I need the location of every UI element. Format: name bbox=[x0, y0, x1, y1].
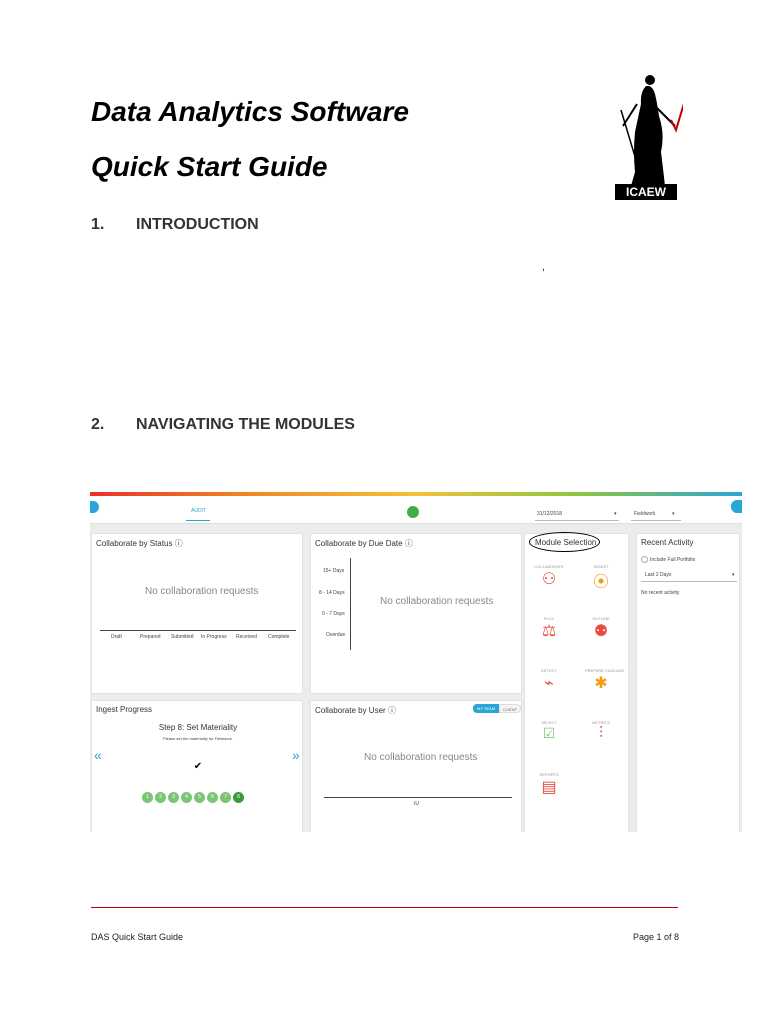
chevron-down-icon: ▾ bbox=[672, 511, 675, 517]
section-1-heading: INTRODUCTION bbox=[136, 216, 259, 233]
y-axis bbox=[350, 558, 351, 650]
x-axis bbox=[100, 630, 296, 631]
step-dot[interactable]: 5 bbox=[194, 792, 205, 803]
empty-message: No collaboration requests bbox=[145, 586, 259, 597]
module-detect[interactable] bbox=[533, 668, 565, 693]
statue-icon bbox=[613, 72, 683, 202]
module-metrics[interactable] bbox=[585, 720, 617, 743]
ingest-progress-panel bbox=[91, 700, 303, 832]
panel-title-text: Collaborate by Due Date bbox=[315, 539, 403, 548]
tick-label: Draft bbox=[111, 634, 122, 640]
panel-title bbox=[315, 705, 396, 716]
empty-message: No collaboration requests bbox=[380, 596, 494, 607]
flux-icon: ⚖ bbox=[541, 623, 557, 640]
module-ingest[interactable] bbox=[585, 564, 617, 592]
module-collaborate[interactable] bbox=[533, 564, 565, 589]
empty-message: No collaboration requests bbox=[364, 752, 478, 763]
panel-title: Ingest Progress bbox=[96, 705, 153, 714]
footer-rule bbox=[91, 907, 678, 908]
tick-label: Complete bbox=[268, 634, 290, 640]
range-select[interactable]: Last 2 Days bbox=[645, 572, 672, 578]
toggle-client[interactable]: CLIENT bbox=[499, 704, 521, 713]
tick-label: 15+ Days bbox=[323, 568, 345, 574]
tick-label: Received bbox=[236, 634, 257, 640]
menu-icon[interactable] bbox=[90, 501, 99, 513]
next-arrow-icon[interactable]: » bbox=[292, 747, 300, 763]
logo-text: ICAEW bbox=[626, 185, 666, 199]
brand-gradient-bar bbox=[90, 492, 742, 496]
collab-due-panel bbox=[310, 533, 522, 694]
module-label: METRICS bbox=[592, 720, 610, 725]
module-reports[interactable] bbox=[533, 772, 565, 797]
section-2-heading: NAVIGATING THE MODULES bbox=[136, 416, 355, 433]
module-label: SELECT bbox=[541, 720, 557, 725]
icaew-logo bbox=[613, 72, 683, 202]
panel-title: Module Selection bbox=[535, 538, 597, 547]
module-label: DETECT bbox=[541, 668, 557, 673]
module-flux[interactable] bbox=[533, 616, 565, 641]
tick-label: Submitted bbox=[171, 634, 194, 640]
footer-left: DAS Quick Start Guide bbox=[91, 932, 184, 942]
page-number: Page 1 of 8 bbox=[633, 932, 680, 942]
step-dot[interactable]: 4 bbox=[181, 792, 192, 803]
chevron-down-icon: ▾ bbox=[732, 572, 735, 578]
section-2-number: 2. bbox=[91, 416, 105, 433]
tick-label: 8 - 14 Days bbox=[319, 590, 345, 596]
doc-title-line2: Quick Start Guide bbox=[91, 151, 328, 182]
module-label: REPORTS bbox=[539, 772, 559, 777]
recent-activity-panel bbox=[636, 533, 740, 832]
module-label: OUTLINE bbox=[592, 616, 610, 621]
chevron-down-icon: ▾ bbox=[614, 511, 617, 517]
collab-user-panel bbox=[310, 700, 522, 832]
collaborate-icon: ⚇ bbox=[541, 571, 557, 588]
tick-label: Prepared bbox=[140, 634, 161, 640]
step-indicators bbox=[142, 785, 246, 803]
prev-arrow-icon[interactable]: « bbox=[94, 747, 102, 763]
dashboard-screenshot bbox=[90, 492, 742, 832]
doc-title-line1: Data Analytics Software bbox=[91, 96, 409, 127]
date-select-underline bbox=[535, 520, 619, 521]
module-label: INGEST bbox=[593, 564, 609, 569]
module-selection-panel bbox=[524, 533, 629, 832]
section-1-number: 1. bbox=[91, 216, 105, 233]
reports-icon: ▤ bbox=[541, 779, 557, 796]
ingest-hint: Please set the materiality for Fieldwork. bbox=[163, 736, 233, 741]
panel-title bbox=[96, 538, 183, 549]
info-icon: ⓘ bbox=[404, 539, 413, 548]
step-dot-current[interactable]: 8 bbox=[233, 792, 244, 803]
detect-icon: ⌁ bbox=[544, 675, 554, 692]
axis-label: IU bbox=[414, 801, 419, 807]
user-icon[interactable] bbox=[731, 500, 742, 513]
check-icon: ✔ bbox=[193, 761, 203, 772]
x-axis bbox=[324, 797, 512, 798]
panel-title-text: Collaborate by Status bbox=[96, 539, 173, 548]
step-dot[interactable]: 7 bbox=[220, 792, 231, 803]
date-select[interactable]: 31/12/2018 bbox=[537, 511, 563, 517]
panel-title-text: Collaborate by User bbox=[315, 706, 386, 715]
module-label: FLUX bbox=[543, 616, 555, 621]
info-icon: ⓘ bbox=[387, 706, 396, 715]
panel-title: Recent Activity bbox=[641, 538, 694, 547]
info-icon: ⓘ bbox=[174, 539, 183, 548]
module-select[interactable] bbox=[533, 720, 565, 743]
step-dot[interactable]: 6 bbox=[207, 792, 218, 803]
tab-audit[interactable]: AUDIT bbox=[191, 508, 206, 514]
step-dot[interactable]: 3 bbox=[168, 792, 179, 803]
fieldwork-select-underline bbox=[631, 520, 681, 521]
include-toggle[interactable] bbox=[641, 556, 648, 563]
select-icon: ☑ bbox=[542, 725, 556, 741]
status-icon[interactable] bbox=[407, 506, 419, 518]
module-outline[interactable] bbox=[585, 616, 617, 641]
tab-audit-underline bbox=[186, 520, 210, 521]
collab-status-panel bbox=[91, 533, 303, 694]
tick-label: 0 - 7 Days bbox=[322, 611, 345, 617]
ingest-step: Step 8: Set Materiality bbox=[158, 723, 238, 732]
module-prepare-cascade[interactable] bbox=[585, 668, 625, 693]
tick-label: In Progress bbox=[201, 634, 227, 640]
include-label: Include Full Portfolio bbox=[650, 557, 696, 563]
step-dot[interactable]: 2 bbox=[155, 792, 166, 803]
dashboard-topbar bbox=[90, 492, 742, 524]
panel-title bbox=[315, 538, 413, 549]
module-label: PREPARE CASCADE bbox=[585, 668, 625, 673]
metrics-icon: ⫶ bbox=[598, 725, 603, 742]
fieldwork-select[interactable]: Fieldwork bbox=[634, 511, 656, 517]
tick-label: Overdue bbox=[326, 632, 346, 638]
outline-icon: ⚉ bbox=[593, 623, 609, 640]
module-label: COLLABORATE bbox=[534, 564, 564, 569]
step-dot[interactable]: 1 bbox=[142, 792, 153, 803]
ingest-icon: ⦿ bbox=[592, 574, 609, 591]
range-underline bbox=[641, 581, 737, 582]
empty-activity: No recent activity bbox=[641, 590, 680, 596]
cascade-icon: ✱ bbox=[594, 675, 608, 692]
toggle-my-team[interactable]: MY TEAM bbox=[473, 704, 499, 713]
stray-mark: , bbox=[542, 262, 545, 273]
